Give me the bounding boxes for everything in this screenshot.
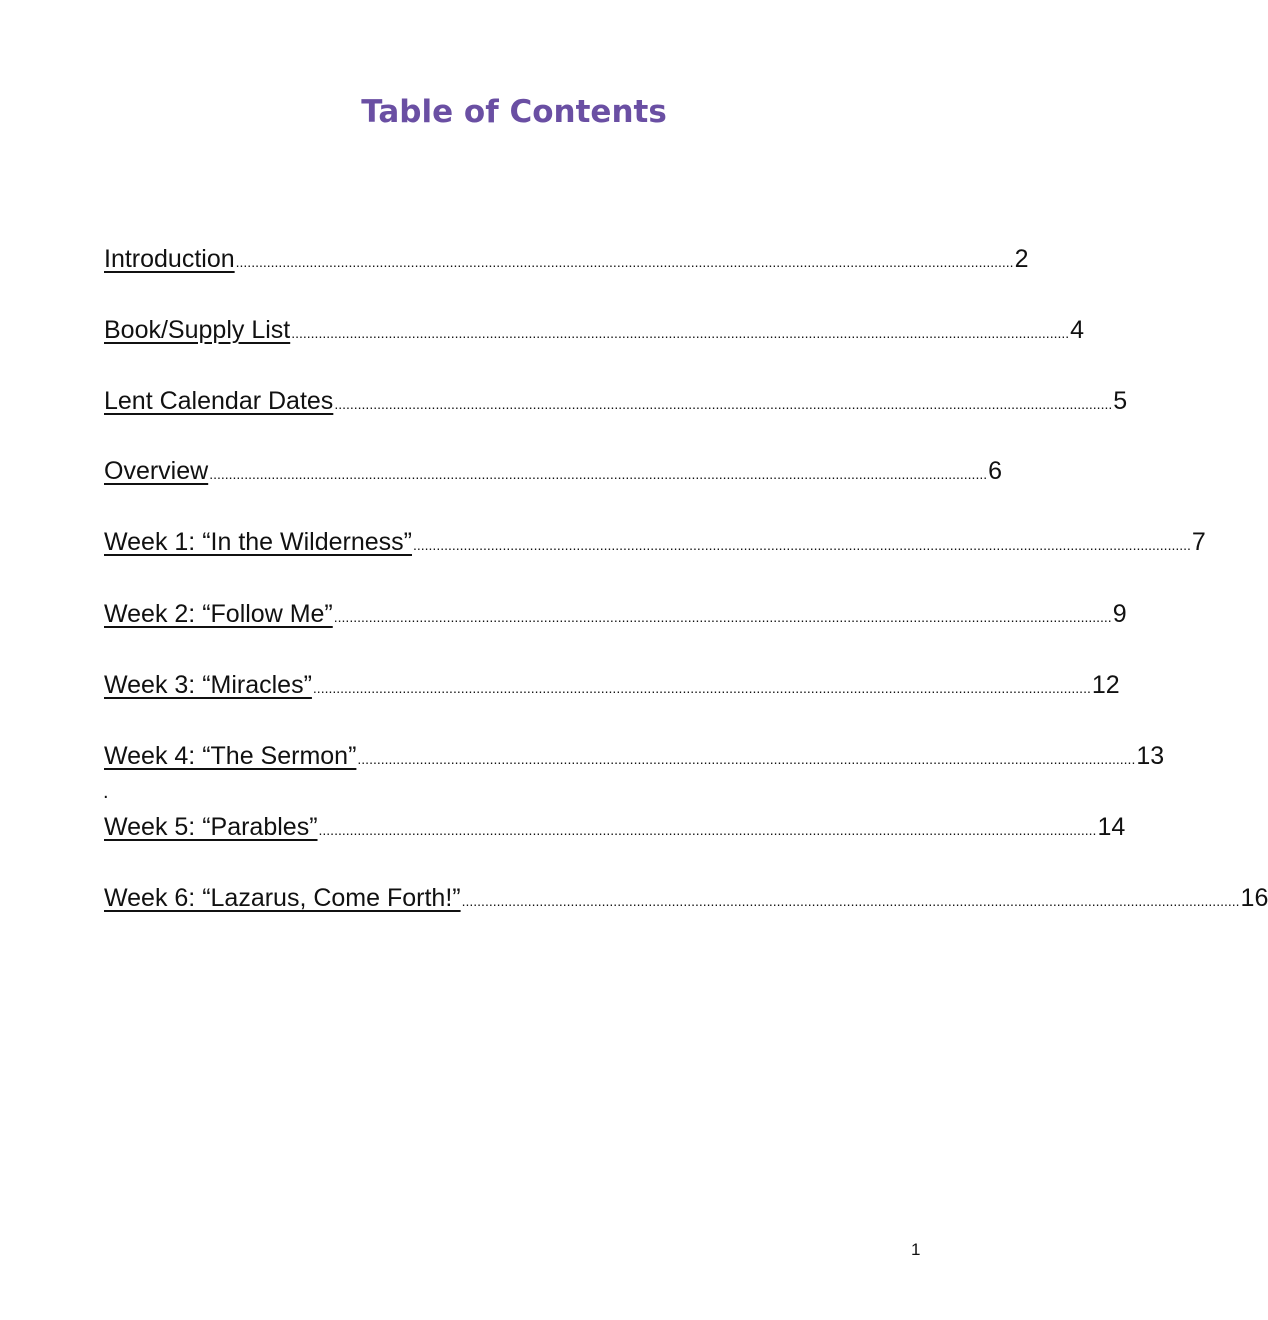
toc-page-number: 5 [1113, 387, 1128, 415]
toc-page-number: 14 [1097, 813, 1126, 841]
toc-page-number: 13 [1136, 742, 1165, 770]
toc-link-introduction[interactable]: Introduction [104, 245, 235, 273]
toc-entry [104, 313, 1085, 347]
dot-leader: ........................................................................................................................................................................................................ [312, 680, 1091, 696]
toc-link-week-4[interactable]: Week 4: “The Sermon” [104, 742, 357, 770]
toc-link-week-2[interactable]: Week 2: “Follow Me” [104, 600, 333, 628]
dot-leader: ........................................................................................................................................................................................................ [412, 537, 1191, 553]
toc-entry [104, 739, 1165, 773]
toc-page-number: 6 [988, 457, 1003, 485]
toc-page-number: 16 [1240, 884, 1268, 912]
toc-entry [104, 454, 1003, 488]
toc-entry [104, 525, 1206, 559]
toc-link-overview[interactable]: Overview [104, 457, 209, 485]
toc-entry [104, 242, 1029, 276]
toc-link-lent-calendar-dates[interactable]: Lent Calendar Dates [104, 387, 334, 415]
dot-leader: ........................................................................................................................................................................................................ [461, 893, 1240, 909]
toc-entry [104, 810, 1126, 844]
toc-link-week-3[interactable]: Week 3: “Miracles” [104, 671, 312, 699]
toc-page-number: 9 [1112, 600, 1127, 628]
toc-entry [104, 881, 1268, 915]
toc-page-number: 4 [1070, 316, 1085, 344]
stray-period: . [103, 781, 109, 803]
dot-leader: ........................................................................................................................................................................................................ [334, 396, 1113, 412]
dot-leader: ........................................................................................................................................................................................................ [235, 254, 1014, 270]
dot-leader: ........................................................................................................................................................................................................ [357, 751, 1136, 767]
toc-entry [104, 597, 1127, 631]
dot-leader: ........................................................................................................................................................................................................ [291, 325, 1070, 341]
dot-leader: ........................................................................................................................................................................................................ [209, 466, 988, 482]
toc-page-number: 12 [1091, 671, 1120, 699]
dot-leader: ........................................................................................................................................................................................................ [333, 609, 1112, 625]
page-number: 1 [911, 1240, 921, 1259]
toc-link-week-1[interactable]: Week 1: “In the Wilderness” [104, 528, 412, 556]
page-title: Table of Contents [361, 94, 667, 130]
toc-page-number: 2 [1014, 245, 1029, 273]
toc-link-week-5[interactable]: Week 5: “Parables” [104, 813, 318, 841]
toc-entry [104, 384, 1128, 418]
toc-entry [104, 668, 1120, 702]
toc-page-number: 7 [1191, 528, 1206, 556]
toc-link-book-supply-list[interactable]: Book/Supply List [104, 316, 291, 344]
toc-link-week-6[interactable]: Week 6: “Lazarus, Come Forth!” [104, 884, 461, 912]
dot-leader: ........................................................................................................................................................................................................ [318, 822, 1097, 838]
